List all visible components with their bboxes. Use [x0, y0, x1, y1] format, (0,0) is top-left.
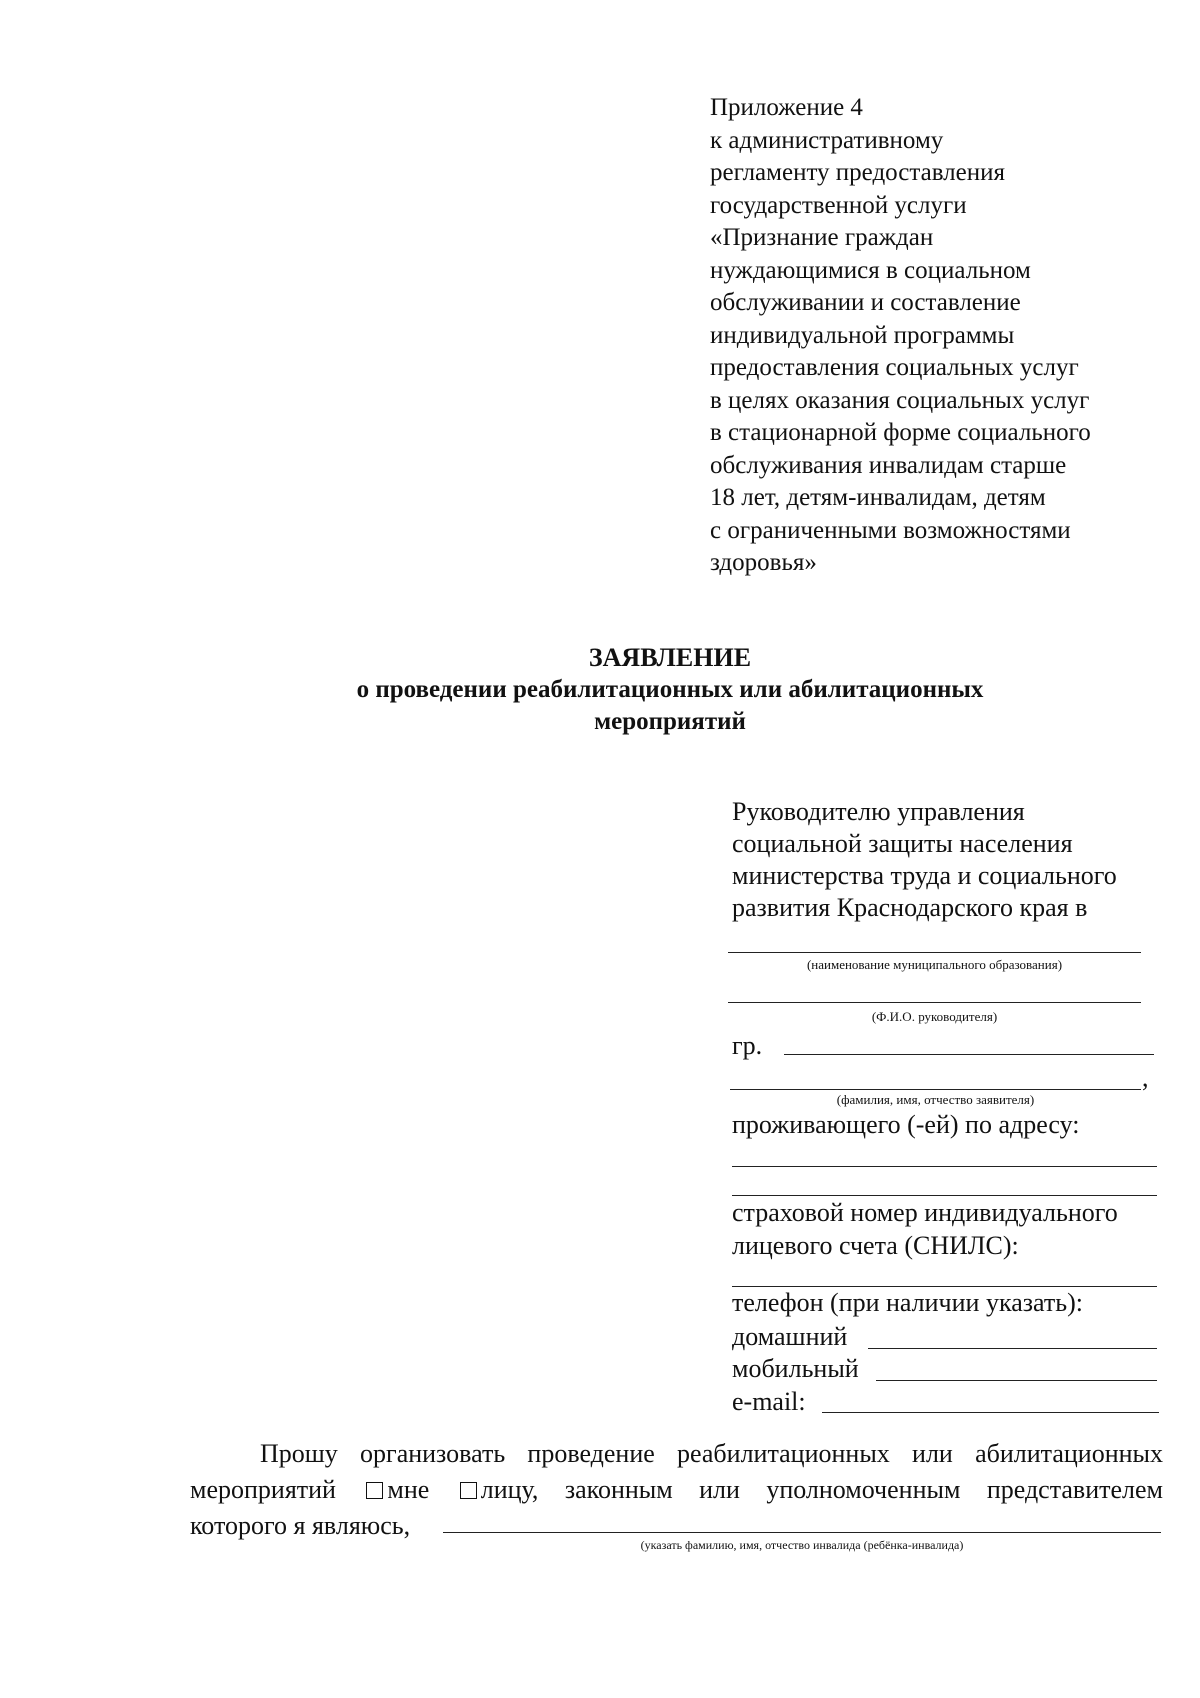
citizen-prefix: гр. [732, 1031, 763, 1060]
municipality-caption: (наименование муниципального образования) [806, 957, 1063, 972]
email-label: e-mail: [732, 1387, 806, 1416]
appendix-line: «Признание граждан [710, 224, 934, 251]
head-name-caption: (Ф.И.О. руководителя) [871, 1009, 998, 1024]
appendix-line: обслуживания инвалидам старше [710, 451, 1067, 479]
municipality-field[interactable] [728, 952, 1141, 953]
request-paragraph [190, 1436, 1163, 1544]
addressee-block [732, 796, 1172, 924]
applicant-comma: , [1142, 1063, 1149, 1092]
snils-label-line: лицевого счета (СНИЛС): [732, 1231, 1019, 1260]
document-title [0, 642, 1200, 738]
home-phone-label: домашний [732, 1322, 848, 1351]
home-phone-field[interactable] [868, 1348, 1157, 1349]
addressee-line: социальной защиты населения [732, 829, 1073, 858]
appendix-line: в целях оказания социальных услуг [710, 386, 1090, 414]
request-text: мероприятий [190, 1475, 336, 1504]
request-line: которого я являюсь, [190, 1511, 411, 1540]
appendix-line: предоставления социальных услуг [710, 354, 1079, 381]
citizen-name-field[interactable] [784, 1054, 1154, 1055]
appendix-line: Приложение 4 [710, 94, 863, 121]
phone-label: телефон (при наличии указать): [732, 1288, 1083, 1317]
appendix-line: с ограниченными возможностями [710, 516, 1071, 544]
addressee-line: развития Краснодарского края в [732, 893, 1088, 922]
snils-label-line: страховой номер индивидуального [732, 1198, 1118, 1227]
address-label: проживающего (-ей) по адресу: [732, 1110, 1080, 1139]
request-line: Прошу организовать проведение реабилитационных или абилитационных [260, 1439, 1163, 1468]
appendix-line: индивидуальной программы [710, 321, 1015, 349]
mobile-phone-field[interactable] [876, 1380, 1157, 1381]
address-field-1[interactable] [732, 1166, 1157, 1167]
addressee-line: министерства труда и социального [732, 861, 1117, 890]
option-self-checkbox[interactable] [366, 1482, 383, 1499]
appendix-header [710, 92, 1180, 580]
title-main: ЗАЯВЛЕНИЕ [588, 643, 752, 672]
appendix-line: государственной услуги [710, 191, 967, 219]
appendix-line: 18 лет, детям-инвалидам, детям [710, 484, 1046, 511]
option-self-label: мне [387, 1475, 430, 1504]
applicant-name-field[interactable] [730, 1089, 1141, 1090]
option-representative-checkbox[interactable] [460, 1482, 477, 1499]
title-subtitle-line: о проведении реабилитационных или абилитационных [356, 676, 984, 703]
address-field-2[interactable] [732, 1195, 1157, 1196]
appendix-line: в стационарной форме социального [710, 419, 1091, 446]
appendix-line: к административному [710, 126, 944, 154]
appendix-line: здоровья» [710, 549, 817, 576]
request-line-with-options [190, 1472, 1163, 1508]
appendix-line: нуждающимися в социальном [710, 256, 1031, 284]
disabled-person-name-field[interactable] [443, 1532, 1161, 1533]
mobile-phone-label: мобильный [732, 1354, 859, 1383]
title-subtitle-line: мероприятий [594, 708, 746, 735]
email-field[interactable] [822, 1412, 1159, 1413]
option-representative-label: лицу, законным или уполномоченным представителем [480, 1475, 1163, 1504]
addressee-line: Руководителю управления [732, 797, 1025, 826]
head-name-field[interactable] [728, 1002, 1141, 1003]
applicant-caption: (фамилия, имя, отчество заявителя) [836, 1092, 1035, 1107]
appendix-line: регламенту предоставления [710, 159, 1006, 186]
disabled-person-caption: (указать фамилию, имя, отчество инвалида (ребёнка-инвалида) [640, 1538, 964, 1552]
appendix-line: обслуживании и составление [710, 289, 1021, 316]
